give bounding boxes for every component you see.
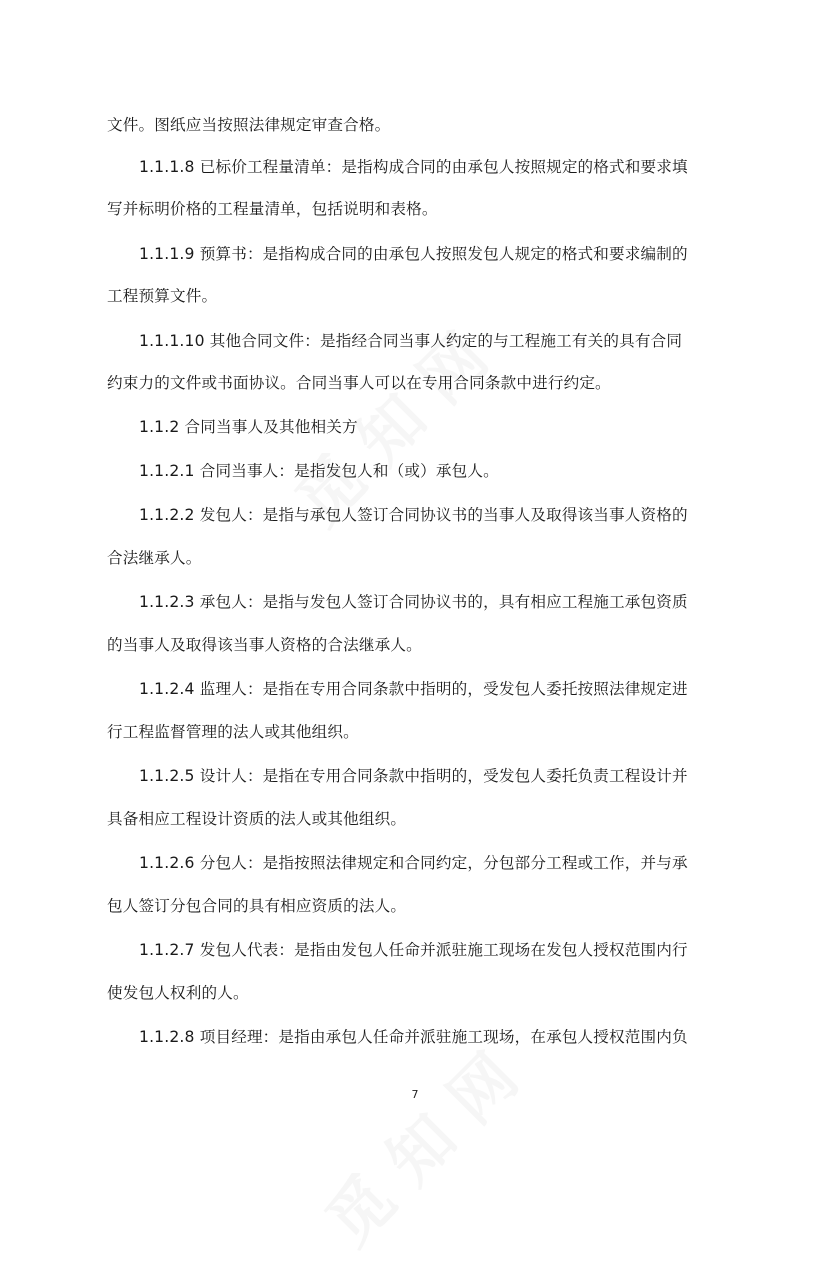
paragraph-line: 约束力的文件或书面协议。合同当事人可以在专用合同条款中进行约定。 — [107, 374, 611, 392]
paragraph-line: 1.1.1.10 其他合同文件：是指经合同当事人约定的与工程施工有关的具有合同 — [139, 332, 683, 350]
paragraph-line: 使发包人权利的人。 — [107, 984, 249, 1002]
paragraph-line: 1.1.2.3 承包人：是指与发包人签订合同协议书的，具有相应工程施工承包资质 — [139, 593, 688, 611]
paragraph-line: 1.1.2.4 监理人：是指在专用合同条款中指明的，受发包人委托按照法律规定进 — [139, 680, 688, 698]
paragraph-line: 具备相应工程设计资质的法人或其他组织。 — [107, 810, 407, 828]
paragraph-line: 1.1.2.7 发包人代表：是指由发包人任命并派驻施工现场在发包人授权范围内行 — [139, 941, 688, 959]
paragraph-line: 工程预算文件。 — [107, 287, 218, 305]
paragraph-line: 文件。图纸应当按照法律规定审查合格。 — [107, 116, 391, 134]
paragraph-line: 包人签订分包合同的具有相应资质的法人。 — [107, 897, 407, 915]
paragraph-line: 的当事人及取得该当事人资格的合法继承人。 — [107, 636, 422, 654]
paragraph-line: 1.1.1.8 已标价工程量清单：是指构成合同的由承包人按照规定的格式和要求填 — [139, 158, 688, 176]
watermark — [302, 1030, 534, 1262]
paragraph-line: 1.1.2.1 合同当事人：是指发包人和（或）承包人。 — [139, 462, 499, 480]
paragraph-line: 1.1.2.5 设计人：是指在专用合同条款中指明的，受发包人委托负责工程设计并 — [139, 767, 688, 785]
paragraph-line: 1.1.2.6 分包人：是指按照法律规定和合同约定，分包部分工程或工作，并与承 — [139, 854, 688, 872]
section-heading: 1.1.2 合同当事人及其他相关方 — [139, 418, 358, 436]
paragraph-line: 写并标明价格的工程量清单，包括说明和表格。 — [107, 200, 438, 218]
paragraph-line: 1.1.2.8 项目经理：是指由承包人任命并派驻施工现场，在承包人授权范围内负 — [139, 1028, 688, 1046]
page-number: 7 — [411, 1088, 419, 1101]
paragraph-line: 1.1.2.2 发包人：是指与承包人签订合同协议书的当事人及取得该当事人资格的 — [139, 506, 688, 524]
paragraph-line: 1.1.1.9 预算书：是指构成合同的由承包人按照发包人规定的格式和要求编制的 — [139, 245, 688, 263]
paragraph-line: 合法继承人。 — [107, 549, 202, 567]
paragraph-line: 行工程监督管理的法人或其他组织。 — [107, 723, 359, 741]
